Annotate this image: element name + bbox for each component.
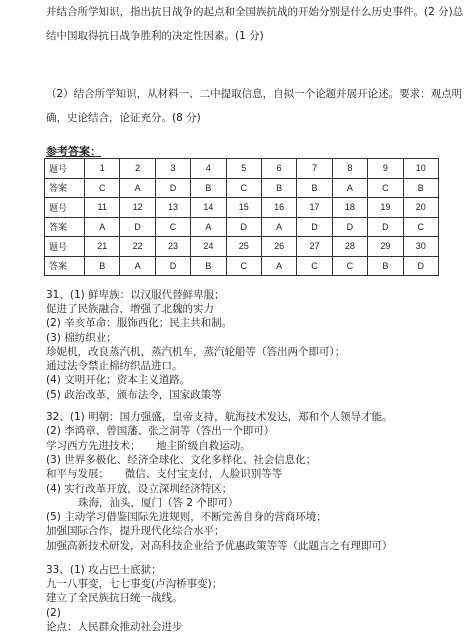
- question-text-line: 结中国取得抗日战争胜利的决定性因素。(1 分): [46, 30, 264, 42]
- question-text-line: 并结合所学知识，指出抗日战争的起点和全国族抗战的开始分别是什么历史事件。(2 分)总: [46, 6, 464, 18]
- table-cell: 1: [85, 159, 120, 179]
- table-cell: 15: [226, 198, 261, 218]
- table-cell: A: [261, 217, 296, 237]
- table-cell: D: [155, 256, 190, 276]
- question-text-line: 确，史论结合，论证充分。(8 分): [46, 112, 201, 124]
- question-text-line: （2）结合所学知识，从材料一、二中提取信息，自拟一个论题并展开论述。要求：观点明: [46, 88, 463, 100]
- answer-table: [44, 158, 439, 276]
- table-row: [45, 256, 439, 276]
- table-cell: A: [191, 217, 226, 237]
- table-row: [45, 159, 439, 179]
- table-cell: 2: [120, 159, 155, 179]
- table-cell: 25: [226, 237, 261, 257]
- table-cell: 19: [368, 198, 403, 218]
- row-label-answer: 答案: [45, 178, 85, 198]
- table-cell: 16: [261, 198, 296, 218]
- table-cell: C: [403, 217, 438, 237]
- table-cell: C: [226, 178, 261, 198]
- table-cell: 14: [191, 198, 226, 218]
- answer-line: 建立了全民族抗日统一战线。: [46, 592, 183, 604]
- table-cell: 30: [403, 237, 438, 257]
- table-cell: 11: [85, 198, 120, 218]
- table-cell: D: [226, 217, 261, 237]
- table-cell: 6: [261, 159, 296, 179]
- table-cell: 23: [155, 237, 190, 257]
- answer-line: (4) 文明开化；资本主义道路。: [46, 374, 191, 386]
- answer-line: 九一八事变，七七事变(卢沟桥事变)；: [46, 578, 223, 590]
- answer-line: (5) 政治改革，颁布法令，国家政策等: [46, 389, 222, 401]
- table-cell: A: [120, 256, 155, 276]
- table-cell: 7: [297, 159, 332, 179]
- answer-heading: 参考答案：: [46, 145, 101, 158]
- row-label-answer: 答案: [45, 256, 85, 276]
- table-cell: 27: [297, 237, 332, 257]
- table-cell: 10: [403, 159, 438, 179]
- table-cell: D: [403, 256, 438, 276]
- answer-line: (3) 世界多极化、经济全球化、文化多样化、社会信息化；: [46, 454, 317, 466]
- table-cell: B: [297, 178, 332, 198]
- answer-line: (5) 主动学习借鉴国际先进规则，不断完善自身的营商环境；: [46, 511, 327, 523]
- row-label-question: 题号: [45, 159, 85, 179]
- answer-line: 促进了民族融合，增强了北魏的实力: [46, 303, 214, 315]
- table-cell: 29: [368, 237, 403, 257]
- table-cell: 22: [120, 237, 155, 257]
- table-cell: D: [120, 217, 155, 237]
- table-cell: 4: [191, 159, 226, 179]
- table-cell: D: [368, 217, 403, 237]
- answer-line: (4) 实行改革开放，设立深圳经济特区；: [46, 483, 233, 495]
- table-cell: 5: [226, 159, 261, 179]
- row-label-question: 题号: [45, 198, 85, 218]
- answer-line: 加强国际合作，提升现代化综合水平；: [46, 525, 225, 537]
- answer-line: (2) 辛亥革命：服饰西化；民主共和制。: [46, 317, 233, 329]
- table-cell: 12: [120, 198, 155, 218]
- answer-line: 学习西方先进技术； 地主阶级自救运动。: [46, 440, 251, 452]
- table-cell: D: [297, 217, 332, 237]
- table-cell: 18: [332, 198, 367, 218]
- table-cell: C: [368, 178, 403, 198]
- answer-line: 论点：人民群众推动社会进步: [46, 621, 183, 633]
- answer-line: 加强高新技术研发，对高科技企业给予优惠政策等等（此题言之有理即可）: [46, 540, 393, 552]
- table-row: [45, 217, 439, 237]
- table-cell: C: [297, 256, 332, 276]
- table-cell: 21: [85, 237, 120, 257]
- table-row: [45, 237, 439, 257]
- table-row: [45, 178, 439, 198]
- row-label-question: 题号: [45, 237, 85, 257]
- table-cell: 3: [155, 159, 190, 179]
- answer-line: 32、(1) 明朝：国力强盛，皇帝支持，航海技术发达，郑和个人领导才能。: [46, 411, 393, 423]
- table-cell: 17: [297, 198, 332, 218]
- table-cell: B: [403, 178, 438, 198]
- row-label-answer: 答案: [45, 217, 85, 237]
- table-cell: 13: [155, 198, 190, 218]
- table-cell: A: [261, 256, 296, 276]
- table-cell: B: [85, 256, 120, 276]
- table-cell: C: [226, 256, 261, 276]
- table-cell: D: [332, 217, 367, 237]
- table-cell: 28: [332, 237, 367, 257]
- answer-line: 珠海，汕头，厦门（答 2 个即可）: [78, 497, 239, 509]
- answer-line: 33、(1) 攻占巴士底狱；: [46, 564, 162, 576]
- answer-line: (3) 棉纺织业；: [46, 332, 117, 344]
- table-cell: 20: [403, 198, 438, 218]
- answer-line: 珍妮机，改良蒸汽机，蒸汽机车，蒸汽轮船等（答出两个即可）；: [46, 346, 346, 358]
- table-cell: 24: [191, 237, 226, 257]
- table-cell: C: [155, 217, 190, 237]
- table-cell: B: [191, 178, 226, 198]
- table-cell: A: [120, 178, 155, 198]
- table-cell: D: [155, 178, 190, 198]
- answer-line: 31、(1) 鲜卑族：以汉服代替鲜卑服；: [46, 289, 225, 301]
- answer-line: (2): [46, 607, 61, 619]
- table-cell: 8: [332, 159, 367, 179]
- table-cell: B: [191, 256, 226, 276]
- table-cell: 9: [368, 159, 403, 179]
- table-cell: A: [332, 178, 367, 198]
- answer-line: 和平与发展； 微信、支付宝支付，人脸识别等等: [46, 468, 283, 480]
- table-cell: B: [261, 178, 296, 198]
- answer-line: 通过法令禁止棉纺织品进口。: [46, 360, 183, 372]
- table-cell: A: [85, 217, 120, 237]
- table-cell: C: [85, 178, 120, 198]
- table-cell: B: [368, 256, 403, 276]
- answer-line: (2) 李鸿章、曾国藩、张之洞等（答出一个即可）: [46, 425, 275, 437]
- table-cell: C: [332, 256, 367, 276]
- table-cell: 26: [261, 237, 296, 257]
- table-row: [45, 198, 439, 218]
